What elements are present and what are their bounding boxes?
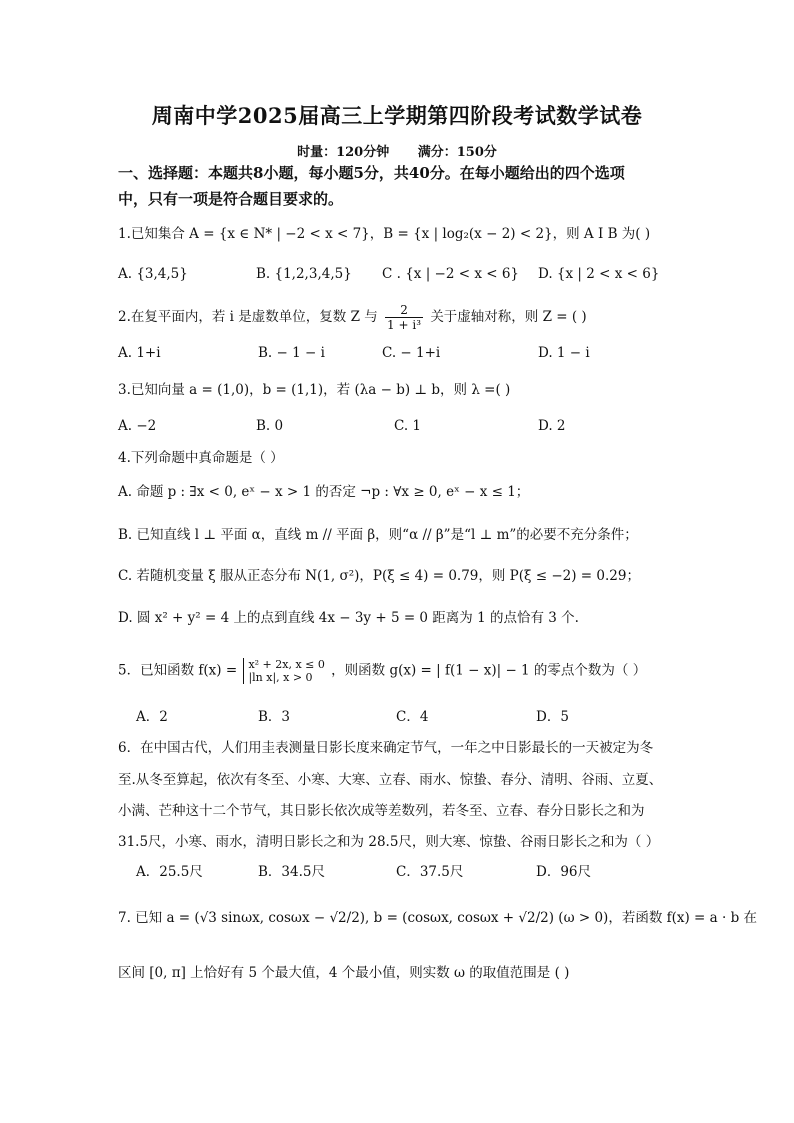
q3-option-d: D. 2 — [538, 418, 566, 434]
q5-piece-1: x² + 2x, x ≤ 0 — [248, 658, 325, 671]
q5-option-d: D．5 — [536, 709, 569, 725]
q6-option-a: A．25.5尺 — [136, 864, 203, 880]
q5-stem-pre: 5．已知函数 f(x) = — [118, 662, 238, 679]
q1-option-c: C . {x | −2 < x < 6} — [382, 266, 520, 282]
q2-option-d: D. 1 − i — [538, 345, 590, 361]
q4-stem: 4.下列命题中真命题是（ ） — [118, 450, 284, 466]
q6-option-c: C．37.5尺 — [396, 864, 464, 880]
q2-option-c: C. − 1+i — [382, 345, 441, 361]
q3-option-a: A. −2 — [118, 418, 157, 434]
q3-stem: 3.已知向量 a = (1,0)，b = (1,1)，若 (λa − b) ⊥ b，则 λ =( ) — [118, 382, 511, 398]
full-score: 满分：150分 — [417, 145, 497, 160]
q1-option-d: D. {x | 2 < x < 6} — [538, 266, 660, 282]
q7-line-2: 区间 [0, π] 上恰好有 5 个最大值，4 个最小值，则实数 ω 的取值范围是 ( ) — [118, 965, 570, 981]
q2-frac-num: 2 — [385, 303, 423, 318]
q6-option-b: B．34.5尺 — [258, 864, 325, 880]
q4-option-c: C. 若随机变量 ξ 服从正态分布 N(1, σ²)，P(ξ ≤ 4) = 0.79，则 P(ξ ≤ −2) = 0.29； — [118, 568, 640, 584]
q5-option-a: A．2 — [136, 709, 168, 725]
exam-meta — [0, 141, 794, 160]
q3-option-c: C. 1 — [394, 418, 422, 434]
q6-line-4: 31.5尺，小寒、雨水，清明日影长之和为 28.5尺，则大寒、惊蛰、谷雨日影长之和为（ ） — [118, 834, 660, 850]
q6-line-2: 至.从冬至算起，依次有冬至、小寒、大寒、立春、雨水、惊蛰、春分、清明、谷雨、立夏、 — [118, 772, 663, 788]
q6-line-1: 6．在中国古代，人们用圭表测量日影长度来确定节气，一年之中日影最长的一天被定为冬 — [118, 740, 654, 756]
q1-stem: 1.已知集合 A = {x ∈ N* | −2 < x < 7}，B = {x | log₂(x − 2) < 2}，则 A I B 为( ) — [118, 226, 651, 242]
q2-stem-pre: 2.在复平面内，若 i 是虚数单位，复数 Z 与 — [118, 309, 378, 325]
q6-line-3: 小满、芒种这十二个节气，其日影长依次成等差数列，若冬至、立春、春分日影长之和为 — [118, 803, 645, 819]
q7-mid: , b = — [365, 910, 398, 926]
q5-piece-2: |ln x|, x > 0 — [248, 671, 313, 684]
q7-stem — [118, 908, 757, 928]
exam-title: 周南中学2025届高三上学期第四阶段考试数学试卷 — [151, 103, 643, 128]
q5-stem-post: ，则函数 g(x) = | f(1 − x)| − 1 的零点个数为（ ） — [331, 662, 647, 679]
q2-frac-den: 1 + i³ — [387, 318, 422, 332]
time-limit: 时量：120分钟 — [297, 145, 390, 160]
section-line-1: 一、选择题：本题共8小题，每小题5分，共40分。在每小题给出的四个选项 — [118, 164, 625, 182]
q6-option-d: D．96尺 — [536, 864, 592, 880]
q5-option-b: B．3 — [258, 709, 291, 725]
q3-option-b: B. 0 — [256, 418, 284, 434]
q4-option-b: B. 已知直线 l ⊥ 平面 α，直线 m // 平面 β，则“α // β”是“l ⊥ m”的必要不充分条件； — [118, 527, 638, 543]
q7-vector-b: (cosωx, cosωx + √2/2) — [402, 910, 554, 926]
section-line-2: 中，只有一项是符合题目要求的。 — [118, 190, 344, 208]
q7-stem-post: (ω > 0)，若函数 f(x) = a · b 在 — [558, 910, 758, 926]
q2-option-b: B. − 1 − i — [258, 345, 325, 361]
q5-piecewise — [243, 658, 324, 684]
q5-option-c: C．4 — [396, 709, 429, 725]
q7-stem-pre: 7. 已知 a = — [118, 910, 191, 926]
q2-fraction — [385, 303, 423, 332]
q2-stem-post: 关于虚轴对称，则 Z = ( ) — [430, 309, 587, 325]
q2-stem — [118, 303, 587, 332]
q4-option-a: A. 命题 p : ∃x < 0, eˣ − x > 1 的否定 ¬p : ∀x ≥ 0, eˣ − x ≤ 1； — [118, 484, 530, 500]
q7-vector-a: (√3 sinωx, cosωx − √2/2) — [194, 910, 366, 926]
q4-option-d: D. 圆 x² + y² = 4 上的点到直线 4x − 3y + 5 = 0 距离为 1 的点恰有 3 个. — [118, 610, 579, 626]
q5-stem — [118, 658, 646, 684]
q1-option-a: A. {3,4,5} — [118, 266, 188, 282]
q2-option-a: A. 1+i — [118, 345, 161, 361]
section-heading — [118, 160, 688, 212]
q1-option-b: B. {1,2,3,4,5} — [256, 266, 352, 282]
